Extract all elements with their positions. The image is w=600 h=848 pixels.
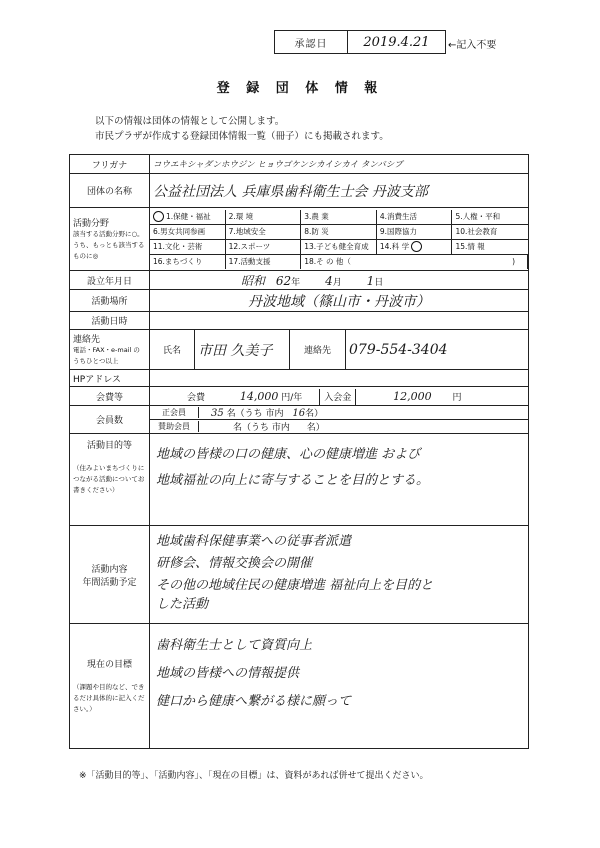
activity-note: 該当する活動分野に○。うち、もっとも該当するものに◎ bbox=[73, 230, 145, 260]
content-label: 活動内容 bbox=[91, 564, 128, 575]
activity-option[interactable]: 15.情 報 bbox=[452, 240, 528, 255]
registration-form bbox=[69, 154, 529, 749]
entry-fee-value: 12,000 bbox=[393, 389, 432, 403]
regular-member-city: 16 bbox=[292, 408, 306, 419]
page-title: 登 録 団 体 情 報 bbox=[216, 81, 384, 96]
approval-date[interactable]: 2019.4.21 bbox=[363, 34, 430, 50]
established-field[interactable]: 昭和 62年 4月 1日 bbox=[150, 271, 529, 290]
purpose-line: 地域の皆様の口の健康、心の健康増進 および bbox=[156, 447, 421, 462]
activity-option[interactable]: 8.防 災 bbox=[301, 225, 377, 240]
activity-option[interactable]: 14.科 学 bbox=[377, 240, 453, 255]
row-location bbox=[70, 290, 529, 312]
established-day: 1 bbox=[366, 273, 375, 288]
content-line: 研修会、情報交換会の開催 bbox=[156, 556, 313, 571]
support-member-count-field[interactable]: 名（うち 市内 名） bbox=[233, 423, 325, 433]
row-purpose bbox=[70, 434, 529, 526]
content-line: その他の地域住民の健康増進 福祉向上を目的と bbox=[156, 578, 434, 593]
approval-box bbox=[274, 30, 446, 54]
org-name-label: 団体の名称 bbox=[70, 174, 150, 208]
entry-fee-label: 入会金 bbox=[319, 389, 356, 406]
purpose-note: （住みよいまちづくりにつながる活動についてお書きください） bbox=[73, 464, 145, 494]
activity-option[interactable]: 6.男女共同参画 bbox=[150, 225, 226, 240]
purpose-header bbox=[70, 434, 150, 526]
purpose-label: 活動目的等 bbox=[86, 441, 132, 451]
activity-header bbox=[70, 208, 150, 271]
goal-header bbox=[70, 624, 150, 749]
footer-note: ※「活動目的等」、「活動内容」、「現在の目標」は、資料があれば併せて提出ください。 bbox=[79, 771, 429, 781]
members-label: 会員数 bbox=[70, 406, 150, 434]
support-member-label: 賛助会員 bbox=[150, 421, 199, 432]
approval-label: 承認日 bbox=[275, 31, 348, 53]
members-field bbox=[150, 406, 529, 434]
row-established bbox=[70, 271, 529, 290]
activity-option[interactable]: 11.文化・芸術 bbox=[150, 240, 226, 255]
contact-tel-label: 連絡先 bbox=[290, 330, 346, 370]
activity-option[interactable]: 17.活動支援 bbox=[226, 255, 302, 269]
activity-label: 活動分野 bbox=[73, 219, 110, 229]
regular-member-label: 正会員 bbox=[150, 407, 199, 418]
location-value: 丹波地域（篠山市・丹波市） bbox=[248, 293, 431, 310]
org-name-value: 公益社団法人 兵庫県歯科衛生士会 丹波支部 bbox=[153, 183, 428, 200]
activity-option[interactable]: 1.保健・福祉 bbox=[150, 210, 226, 225]
hp-field[interactable] bbox=[150, 370, 529, 387]
circle-mark-icon bbox=[411, 241, 422, 252]
activity-option[interactable]: 10.社会教育 bbox=[452, 225, 528, 240]
content-line: した活動 bbox=[156, 597, 209, 612]
row-hp bbox=[70, 370, 529, 387]
contact-header bbox=[70, 330, 150, 370]
activity-option-other[interactable]: 18.そ の 他（ ) bbox=[301, 255, 528, 269]
fees-label: 会費等 bbox=[70, 387, 150, 406]
location-field[interactable] bbox=[150, 290, 529, 312]
row-org-name bbox=[70, 174, 529, 208]
activity-option[interactable]: 5.人権・平和 bbox=[452, 210, 528, 225]
activity-option[interactable]: 4.消費生活 bbox=[377, 210, 453, 225]
goal-note: （課題や目的など、できるだけ具体的に記入ください。） bbox=[73, 683, 145, 713]
fee-value: 14,000 bbox=[239, 389, 279, 403]
contact-name-field[interactable] bbox=[195, 330, 290, 370]
approval-note: ←記入不要 bbox=[448, 40, 497, 51]
established-month: 4 bbox=[325, 273, 333, 288]
contact-note: 電話・FAX・e-mail のうちひとつ以上 bbox=[73, 346, 140, 365]
circle-mark-icon bbox=[153, 211, 164, 222]
goal-field[interactable] bbox=[150, 624, 529, 749]
goal-line: 地域の皆様への情報提供 bbox=[156, 666, 300, 681]
furigana-field[interactable] bbox=[150, 155, 529, 174]
established-era: 昭和 bbox=[241, 273, 266, 288]
goal-line: 歯科衛生士として資質向上 bbox=[156, 638, 313, 653]
location-label: 活動場所 bbox=[70, 290, 150, 312]
row-activity bbox=[70, 208, 529, 271]
fee-label: 会費 bbox=[187, 392, 206, 403]
contact-tel-value: 079-554-3404 bbox=[349, 341, 448, 358]
row-content bbox=[70, 526, 529, 624]
activity-option[interactable]: 2.環 境 bbox=[226, 210, 302, 225]
purpose-line: 地域福祉の向上に寄与することを目的とする。 bbox=[156, 473, 430, 488]
row-schedule bbox=[70, 312, 529, 330]
contact-name-label: 氏名 bbox=[150, 330, 195, 370]
goal-line: 健口から健康へ繋がる様に願って bbox=[156, 694, 352, 709]
fees-field[interactable] bbox=[150, 387, 529, 406]
content-line: 地域歯科保健事業への従事者派遣 bbox=[156, 534, 352, 549]
goal-label: 現在の目標 bbox=[86, 660, 132, 670]
activity-option[interactable]: 3.農 業 bbox=[301, 210, 377, 225]
activity-option[interactable]: 9.国際協力 bbox=[377, 225, 453, 240]
contact-tel-field[interactable] bbox=[346, 330, 529, 370]
row-contact bbox=[70, 330, 529, 370]
furigana-label: フリガナ bbox=[70, 155, 150, 174]
contact-name-value: 市田 久美子 bbox=[198, 342, 273, 359]
activity-option[interactable]: 16.まちづくり bbox=[150, 255, 226, 269]
regular-member-count-field[interactable]: 35 名（うち 市内 16名） bbox=[211, 408, 324, 419]
activity-option[interactable]: 13.子ども健全育成 bbox=[301, 240, 377, 255]
hp-label: HPアドレス bbox=[70, 370, 150, 387]
intro-line-2: 市民プラザが作成する登録団体情報一覧（冊子）にも掲載されます。 bbox=[95, 131, 389, 142]
activity-option[interactable]: 12.スポーツ bbox=[226, 240, 302, 255]
activity-field bbox=[150, 208, 529, 271]
activity-option[interactable]: 7.地域安全 bbox=[226, 225, 302, 240]
row-goal bbox=[70, 624, 529, 749]
purpose-field[interactable] bbox=[150, 434, 529, 526]
regular-member-count: 35 bbox=[211, 408, 224, 419]
content-schedule-label: 年間活動予定 bbox=[82, 577, 137, 588]
content-header bbox=[70, 526, 150, 624]
established-label: 設立年月日 bbox=[70, 271, 150, 290]
furigana-value: コウエキシャダンホウジン ヒョウゴケンシカイシカイ タンバシブ bbox=[153, 160, 403, 170]
row-members bbox=[70, 406, 529, 434]
entry-fee-unit: 円 bbox=[452, 392, 462, 403]
established-year: 62 bbox=[275, 273, 292, 288]
content-field[interactable] bbox=[150, 526, 529, 624]
intro-line-1: 以下の情報は団体の情報として公開します。 bbox=[95, 116, 285, 127]
row-fees bbox=[70, 387, 529, 406]
row-furigana bbox=[70, 155, 529, 174]
fee-unit: 円/年 bbox=[281, 392, 303, 403]
contact-label: 連絡先 bbox=[73, 335, 101, 345]
schedule-label: 活動日時 bbox=[70, 312, 150, 330]
schedule-field[interactable] bbox=[150, 312, 529, 330]
org-name-field[interactable] bbox=[150, 174, 529, 208]
